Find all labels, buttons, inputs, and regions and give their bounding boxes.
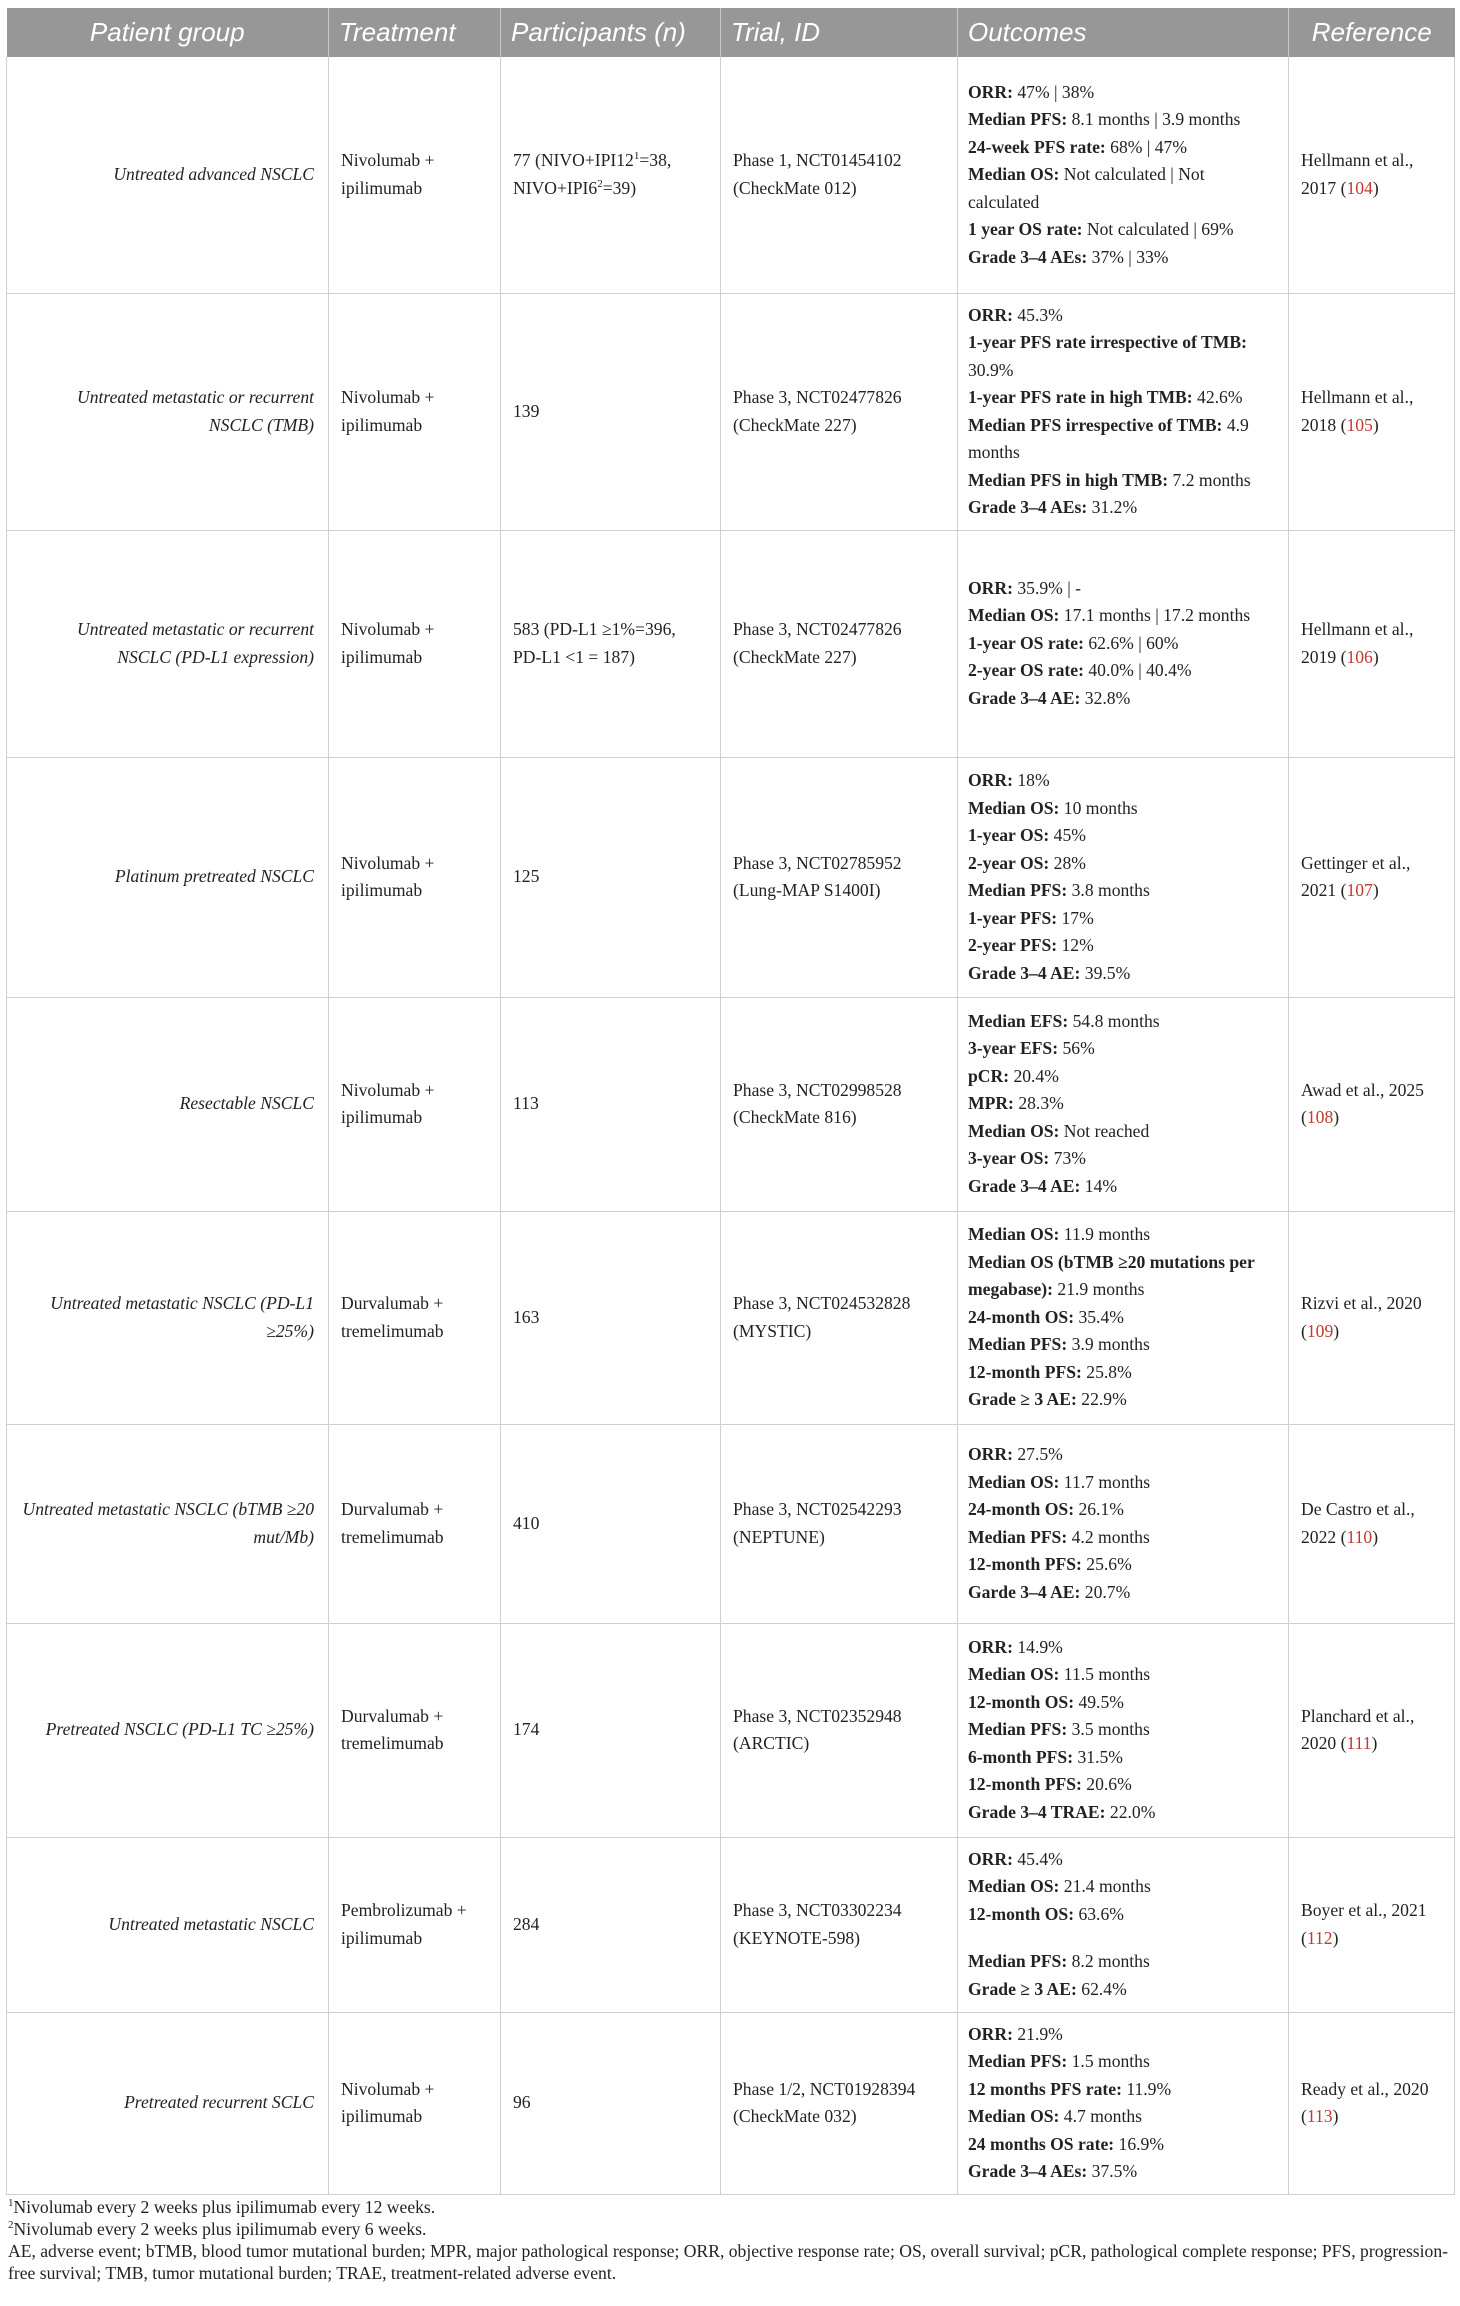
outcome-label: ORR: — [968, 1636, 1013, 1657]
outcome-label: 24-month OS: — [968, 1499, 1075, 1519]
trial-cell: Phase 3, NCT03302234 (KEYNOTE-598) — [721, 1837, 958, 2012]
reference-cell: Rizvi et al., 2020 (109) — [1289, 1211, 1455, 1424]
outcome-value: 8.1 months | 3.9 months — [1067, 109, 1241, 129]
outcome-label: Median PFS: — [968, 1334, 1068, 1355]
trial-cell: Phase 3, NCT02998528 (CheckMate 816) — [721, 997, 958, 1211]
outcome-label: 2-year OS rate: — [968, 660, 1084, 681]
footnote-2: $^2$Nivolumab every 2 weeks plus ipilimumab every 6 weeks. — [8, 2219, 427, 2239]
trial-cell: Phase 1/2, NCT01928394 (CheckMate 032) — [721, 2012, 958, 2194]
outcome-value: 20.7% — [1080, 1581, 1131, 1602]
outcome-label: 1-year PFS rate in high TMB: — [968, 387, 1193, 407]
outcome-label: Grade 3–4 TRAE: — [968, 1801, 1106, 1822]
reference-cell: Hellmann et al., 2018 (105) — [1289, 293, 1455, 530]
outcomes-cell — [958, 530, 1289, 757]
reference-text: Rizvi et al., 2020 — [1301, 1293, 1422, 1313]
outcome-line — [968, 412, 1278, 467]
outcome-value: 47% | 38% — [1012, 81, 1095, 102]
table-row — [7, 997, 1455, 1211]
outcome-value: 35.4% — [1074, 1306, 1124, 1327]
participants-cell: 125 — [501, 757, 721, 997]
outcome-label: Median PFS: — [968, 2051, 1068, 2071]
outcome-value: 12% — [1057, 935, 1094, 955]
reference-link[interactable]: 104 — [1346, 177, 1373, 198]
table-footnotes — [8, 2196, 1448, 2284]
outcome-value: 8.2 months — [1067, 1951, 1150, 1972]
outcome-label: 12 months PFS rate: — [968, 2078, 1122, 2099]
reference-text: Hellmann et al., 2017 — [1301, 150, 1414, 198]
outcome-label: MPR: — [968, 1093, 1014, 1114]
table-header-row — [7, 8, 1455, 57]
outcome-line — [968, 2103, 1278, 2131]
table-row — [7, 1211, 1455, 1424]
outcome-line — [968, 1469, 1278, 1497]
outcome-value: 21.4 months — [1059, 1876, 1151, 1897]
outcome-value: 25.6% — [1081, 1554, 1132, 1574]
reference-cell: Awad et al., 2025 (108) — [1289, 997, 1455, 1211]
reference-link[interactable]: 110 — [1346, 1526, 1373, 1547]
outcome-label: Median PFS: — [968, 109, 1068, 129]
patient-group-cell: Pretreated NSCLC (PD-L1 TC ≥25%) — [7, 1623, 329, 1837]
participants-cell: 113 — [501, 997, 721, 1211]
outcome-label: 24-month OS: — [968, 1306, 1075, 1327]
outcome-value: 62.6% | 60% — [1083, 632, 1179, 653]
outcome-value: 4.9 months — [968, 414, 1249, 462]
outcome-value: 21.9% — [1012, 2023, 1063, 2044]
outcome-line — [968, 850, 1278, 878]
outcome-value: 11.5 months — [1059, 1664, 1151, 1685]
treatment-cell: Durvalumab + tremelimumab — [329, 1623, 501, 1837]
participants-cell: 77 ($NIVO+IPI12^1=38$, $NIVO+IPI6^2=39$) — [501, 57, 721, 293]
table-row — [7, 1837, 1455, 2012]
outcome-line — [968, 2076, 1278, 2104]
outcome-value: 1.5 months — [1067, 2051, 1150, 2071]
outcome-line — [968, 1689, 1278, 1717]
outcomes-cell — [958, 757, 1289, 997]
outcome-label: Garde 3–4 AE: — [968, 1581, 1081, 1602]
reference-text: De Castro et al., 2022 — [1301, 1499, 1415, 1547]
outcome-line — [968, 1331, 1278, 1359]
outcome-value: 31.2% — [1087, 497, 1138, 517]
trial-cell: Phase 3, NCT02352948 (ARCTIC) — [721, 1623, 958, 1837]
patient-group-cell: Untreated metastatic or recurrent NSCLC (TMB) — [7, 293, 329, 530]
header-trial: Trial, ID — [721, 8, 958, 57]
outcome-line — [968, 1304, 1278, 1332]
outcome-line — [968, 1579, 1278, 1607]
table-row — [7, 1623, 1455, 1837]
outcome-label: Median PFS: — [968, 1526, 1068, 1547]
outcome-line — [968, 1035, 1278, 1063]
outcome-label: Median PFS: — [968, 1719, 1068, 1740]
outcome-label: Grade 3–4 AE: — [968, 962, 1081, 983]
outcome-value: 40.0% | 40.4% — [1083, 660, 1192, 681]
outcome-line — [968, 1008, 1278, 1036]
outcome-label: 1-year PFS rate irrespective of TMB: — [968, 332, 1247, 352]
outcome-value: 25.8% — [1081, 1361, 1132, 1382]
outcome-label: Median PFS irrespective of TMB: — [968, 414, 1223, 435]
outcome-line — [968, 2131, 1278, 2159]
outcome-line — [968, 2048, 1278, 2076]
outcome-line — [968, 1249, 1278, 1304]
outcome-line — [968, 244, 1278, 272]
outcome-line — [968, 822, 1278, 850]
reference-link[interactable]: 107 — [1346, 880, 1373, 900]
outcome-value: 4.2 months — [1067, 1526, 1150, 1547]
outcome-line — [968, 1771, 1278, 1799]
outcomes-cell — [958, 1623, 1289, 1837]
table-row — [7, 1424, 1455, 1623]
outcome-value: 45% — [1049, 825, 1086, 845]
outcome-label: 1-year OS: — [968, 825, 1050, 845]
patient-group-cell: Untreated advanced NSCLC — [7, 57, 329, 293]
outcome-label: Median EFS: — [968, 1010, 1069, 1031]
footnote-1: $^1$Nivolumab every 2 weeks plus ipilimumab every 12 weeks. — [8, 2197, 436, 2217]
outcome-label: 1-year OS rate: — [968, 632, 1084, 653]
outcome-line — [968, 106, 1278, 134]
outcome-line — [968, 960, 1278, 988]
outcome-line — [968, 575, 1278, 603]
outcome-value: 11.9% — [1121, 2078, 1172, 2099]
outcome-label: Median PFS: — [968, 1951, 1068, 1972]
treatment-cell: Durvalumab + tremelimumab — [329, 1211, 501, 1424]
participants-cell: 96 — [501, 2012, 721, 2194]
table-row — [7, 2012, 1455, 2194]
outcome-value: 56% — [1058, 1038, 1095, 1059]
participants-cell: 583 (PD-L1 ≥1%=396, PD-L1 <1 = 187) — [501, 530, 721, 757]
table-row — [7, 293, 1455, 530]
outcome-label: 12-month PFS: — [968, 1361, 1082, 1382]
trial-cell: Phase 3, NCT02542293 (NEPTUNE) — [721, 1424, 958, 1623]
outcome-label: Grade 3–4 AE: — [968, 1175, 1081, 1196]
outcome-line — [968, 767, 1278, 795]
outcome-line — [968, 1063, 1278, 1091]
outcome-label: 1 year OS rate: — [968, 219, 1083, 239]
outcomes-cell — [958, 1211, 1289, 1424]
patient-group-cell: Pretreated recurrent SCLC — [7, 2012, 329, 2194]
abbreviations-note: AE, adverse event; bTMB, blood tumor mutational burden; MPR, major pathological response; ORR, objective response rate; OS, overall survival; pCR, pathological complete response; PFS, progression-free survival; TMB, tumor mutational burden; TRAE, treatment-related adverse event. — [8, 2241, 1448, 2283]
outcome-value: 37% | 33% — [1087, 246, 1169, 267]
outcome-line — [968, 1441, 1278, 1469]
reference-link[interactable]: 108 — [1306, 1107, 1334, 1127]
outcome-line — [968, 134, 1278, 162]
outcome-value: 30.9% — [968, 359, 1014, 380]
outcomes-cell — [958, 293, 1289, 530]
treatment-cell: Pembrolizumab + ipilimumab — [329, 1837, 501, 2012]
reference-text: Hellmann et al., 2019 — [1301, 619, 1414, 667]
reference-text: Planchard et al., 2020 — [1301, 1705, 1415, 1753]
outcome-value: 22.9% — [1076, 1389, 1127, 1410]
outcome-value: 68% | 47% — [1105, 136, 1187, 157]
outcome-label: Median OS: — [968, 1471, 1060, 1492]
trial-cell: Phase 3, NCT02785952 (Lung-MAP S1400I) — [721, 757, 958, 997]
outcome-label: 3-year OS: — [968, 1148, 1050, 1169]
outcome-value: 4.7 months — [1059, 2106, 1143, 2126]
outcome-value: 20.4% — [1009, 1065, 1059, 1086]
outcome-label: Grade ≥ 3 AE: — [968, 1389, 1077, 1410]
table-body — [7, 57, 1455, 2194]
reference-cell: Planchard et al., 2020 (111) — [1289, 1623, 1455, 1837]
treatment-cell: Nivolumab + ipilimumab — [329, 530, 501, 757]
outcome-line — [968, 1173, 1278, 1201]
reference-text: Hellmann et al., 2018 — [1301, 387, 1414, 435]
outcome-value: 10 months — [1059, 797, 1138, 818]
participants-cell: 284 — [501, 1837, 721, 2012]
outcome-line — [968, 1634, 1278, 1662]
outcome-value: 49.5% — [1074, 1691, 1124, 1712]
outcome-line — [968, 329, 1278, 384]
outcome-value: 17.1 months | 17.2 months — [1059, 605, 1251, 626]
header-reference: Reference — [1289, 8, 1455, 57]
outcomes-cell — [958, 57, 1289, 293]
outcome-label: 12-month OS: — [968, 1691, 1075, 1712]
outcome-label: Grade 3–4 AEs: — [968, 2161, 1088, 2181]
outcome-label: 12-month PFS: — [968, 1554, 1082, 1574]
reference-text: Gettinger et al., 2021 — [1301, 852, 1411, 900]
treatment-cell: Nivolumab + ipilimumab — [329, 293, 501, 530]
outcome-line — [968, 1524, 1278, 1552]
outcome-value: 28% — [1049, 852, 1086, 873]
outcome-line — [968, 1846, 1278, 1874]
outcome-label: Median OS: — [968, 1664, 1060, 1685]
reference-cell: Ready et al., 2020 (113) — [1289, 2012, 1455, 2194]
patient-group-cell: Untreated metastatic NSCLC (bTMB ≥20 mut/Mb) — [7, 1424, 329, 1623]
outcomes-cell — [958, 2012, 1289, 2194]
outcome-line — [968, 1386, 1278, 1414]
patient-group-cell: Untreated metastatic NSCLC — [7, 1837, 329, 2012]
trial-cell: Phase 1, NCT01454102 (CheckMate 012) — [721, 57, 958, 293]
outcome-value: 63.6% — [1074, 1903, 1124, 1924]
header-participants: Participants (n) — [501, 8, 721, 57]
outcome-label: ORR: — [968, 304, 1013, 325]
outcome-line — [968, 602, 1278, 630]
header-outcomes: Outcomes — [958, 8, 1289, 57]
outcome-label: 2-year PFS: — [968, 935, 1058, 955]
outcome-value: 3.9 months — [1067, 1334, 1150, 1355]
outcome-value: Not calculated | Not calculated — [968, 164, 1205, 212]
outcome-value: 45.3% — [1012, 304, 1063, 325]
outcome-value: 32.8% — [1080, 687, 1131, 708]
outcome-line — [968, 932, 1278, 960]
outcome-line — [968, 1551, 1278, 1579]
treatment-cell: Nivolumab + ipilimumab — [329, 2012, 501, 2194]
outcome-value: 11.7 months — [1059, 1471, 1151, 1492]
outcome-label: pCR: — [968, 1065, 1010, 1086]
outcome-line — [968, 302, 1278, 330]
header-treatment: Treatment — [329, 8, 501, 57]
outcome-value: 16.9% — [1114, 2133, 1164, 2154]
outcome-label: ORR: — [968, 1444, 1013, 1464]
outcome-line — [968, 1948, 1278, 1976]
outcome-line — [968, 1145, 1278, 1173]
outcome-value: 54.8 months — [1068, 1010, 1160, 1031]
outcome-line — [968, 657, 1278, 685]
outcome-label: 12-month OS: — [968, 1903, 1075, 1924]
reference-text: Ready et al., 2020 — [1301, 2078, 1429, 2099]
outcome-label: 3-year EFS: — [968, 1038, 1059, 1059]
outcome-value: 22.0% — [1105, 1801, 1156, 1822]
treatment-cell: Nivolumab + ipilimumab — [329, 57, 501, 293]
outcome-line — [968, 1221, 1278, 1249]
outcome-value: 18% — [1012, 770, 1050, 790]
outcome-value: 28.3% — [1013, 1093, 1064, 1114]
table-row — [7, 530, 1455, 757]
outcome-value: 31.5% — [1073, 1746, 1123, 1767]
outcome-label: Median OS (bTMB ≥20 mutations per megabase): — [968, 1251, 1255, 1300]
reference-link[interactable]: 112 — [1306, 1927, 1333, 1948]
outcome-label: Median OS: — [968, 797, 1060, 818]
participants-cell: 410 — [501, 1424, 721, 1623]
outcome-line — [968, 2158, 1278, 2186]
outcome-label: 24 months OS rate: — [968, 2133, 1115, 2154]
participants-cell: 163 — [501, 1211, 721, 1424]
reference-cell: Boyer et al., 2021 (112) — [1289, 1837, 1455, 2012]
outcome-line — [968, 1716, 1278, 1744]
reference-text: Awad et al., 2025 — [1301, 1079, 1424, 1100]
outcome-label: Median PFS: — [968, 880, 1068, 900]
outcome-label: 12-month PFS: — [968, 1774, 1082, 1795]
outcome-line — [968, 1799, 1278, 1827]
outcome-label: Median OS: — [968, 164, 1060, 184]
outcome-label: 6-month PFS: — [968, 1746, 1074, 1767]
outcome-line — [968, 494, 1278, 522]
outcome-line — [968, 1118, 1278, 1146]
patient-group-cell: Platinum pretreated NSCLC — [7, 757, 329, 997]
outcome-line — [968, 384, 1278, 412]
outcome-line — [968, 216, 1278, 244]
table-row — [7, 757, 1455, 997]
outcome-label: ORR: — [968, 2023, 1013, 2044]
outcome-label: Grade 3–4 AEs: — [968, 497, 1088, 517]
outcome-value: 35.9% | - — [1012, 577, 1081, 598]
outcome-line — [968, 685, 1278, 713]
outcome-label: 24-week PFS rate: — [968, 136, 1106, 157]
participants-cell: 139 — [501, 293, 721, 530]
outcome-label: 1-year PFS: — [968, 907, 1058, 928]
outcome-value: 7.2 months — [1168, 469, 1251, 490]
reference-link[interactable]: 106 — [1346, 646, 1373, 667]
outcome-label: Grade ≥ 3 AE: — [968, 1978, 1077, 1999]
reference-cell: Hellmann et al., 2017 (104) — [1289, 57, 1455, 293]
reference-cell: Hellmann et al., 2019 (106) — [1289, 530, 1455, 757]
outcome-value: 26.1% — [1074, 1499, 1124, 1519]
outcome-line — [968, 1359, 1278, 1387]
outcome-value: 62.4% — [1076, 1978, 1127, 1999]
outcome-label: 2-year OS: — [968, 852, 1050, 873]
outcome-value: 20.6% — [1081, 1774, 1132, 1795]
patient-group-cell: Untreated metastatic or recurrent NSCLC (PD-L1 expression) — [7, 530, 329, 757]
treatment-cell: Nivolumab + ipilimumab — [329, 997, 501, 1211]
outcome-value: 37.5% — [1087, 2161, 1138, 2181]
trial-cell: Phase 3, NCT02477826 (CheckMate 227) — [721, 530, 958, 757]
outcome-value: 27.5% — [1012, 1444, 1063, 1464]
outcomes-cell — [958, 1837, 1289, 2012]
outcome-value: 14% — [1080, 1175, 1118, 1196]
outcomes-cell — [958, 1424, 1289, 1623]
outcome-value: 3.5 months — [1067, 1719, 1150, 1740]
outcomes-cell — [958, 997, 1289, 1211]
treatment-cell: Durvalumab + tremelimumab — [329, 1424, 501, 1623]
outcome-label: Median OS: — [968, 1120, 1060, 1141]
outcome-label: Median PFS in high TMB: — [968, 469, 1169, 490]
outcome-value: 39.5% — [1080, 962, 1131, 983]
patient-group-cell: Untreated metastatic NSCLC (PD-L1 ≥25%) — [7, 1211, 329, 1424]
table-container — [6, 8, 1454, 2195]
reference-link[interactable]: 111 — [1346, 1733, 1372, 1753]
participants-cell: 174 — [501, 1623, 721, 1837]
outcome-label: Grade 3–4 AEs: — [968, 246, 1088, 267]
outcome-value: 11.9 months — [1059, 1224, 1151, 1245]
outcome-line — [968, 1090, 1278, 1118]
outcome-spacer — [968, 1928, 1278, 1948]
reference-link[interactable]: 105 — [1346, 414, 1373, 435]
outcome-value: 73% — [1049, 1148, 1086, 1169]
outcome-line — [968, 1901, 1278, 1929]
outcome-value: 14.9% — [1012, 1636, 1063, 1657]
outcome-value: Not calculated | 69% — [1082, 219, 1234, 239]
reference-link[interactable]: 113 — [1306, 2106, 1333, 2126]
outcome-label: Median OS: — [968, 2106, 1060, 2126]
reference-cell: De Castro et al., 2022 (110) — [1289, 1424, 1455, 1623]
outcome-line — [968, 161, 1278, 216]
trial-cell: Phase 3, NCT02477826 (CheckMate 227) — [721, 293, 958, 530]
outcome-line — [968, 2021, 1278, 2049]
reference-link[interactable]: 109 — [1306, 1320, 1334, 1341]
reference-text: Boyer et al., 2021 — [1301, 1900, 1427, 1920]
trials-table — [6, 8, 1455, 2195]
outcome-value: 3.8 months — [1067, 880, 1150, 900]
outcome-line — [968, 467, 1278, 495]
outcome-line — [968, 905, 1278, 933]
outcome-label: ORR: — [968, 577, 1013, 598]
outcome-line — [968, 877, 1278, 905]
outcome-line — [968, 1976, 1278, 2004]
outcome-line — [968, 1496, 1278, 1524]
outcome-label: Grade 3–4 AE: — [968, 687, 1081, 708]
outcome-label: ORR: — [968, 81, 1013, 102]
table-row — [7, 57, 1455, 293]
outcome-line — [968, 630, 1278, 658]
outcome-line — [968, 1873, 1278, 1901]
header-patient-group: Patient group — [7, 8, 329, 57]
trial-cell: Phase 3, NCT024532828 (MYSTIC) — [721, 1211, 958, 1424]
outcome-label: ORR: — [968, 1848, 1013, 1869]
outcome-value: 21.9 months — [1053, 1279, 1145, 1300]
patient-group-cell: Resectable NSCLC — [7, 997, 329, 1211]
outcome-line — [968, 1661, 1278, 1689]
outcome-label: Median OS: — [968, 1876, 1060, 1897]
outcome-label: Median OS: — [968, 1224, 1060, 1245]
outcome-value: 45.4% — [1012, 1848, 1063, 1869]
outcome-value: 17% — [1057, 907, 1094, 928]
outcome-value: Not reached — [1059, 1120, 1150, 1141]
outcome-line — [968, 795, 1278, 823]
outcome-label: ORR: — [968, 770, 1013, 790]
outcome-line — [968, 79, 1278, 107]
treatment-cell: Nivolumab + ipilimumab — [329, 757, 501, 997]
reference-cell: Gettinger et al., 2021 (107) — [1289, 757, 1455, 997]
outcome-line — [968, 1744, 1278, 1772]
outcome-value: 42.6% — [1192, 387, 1243, 407]
outcome-label: Median OS: — [968, 605, 1060, 626]
